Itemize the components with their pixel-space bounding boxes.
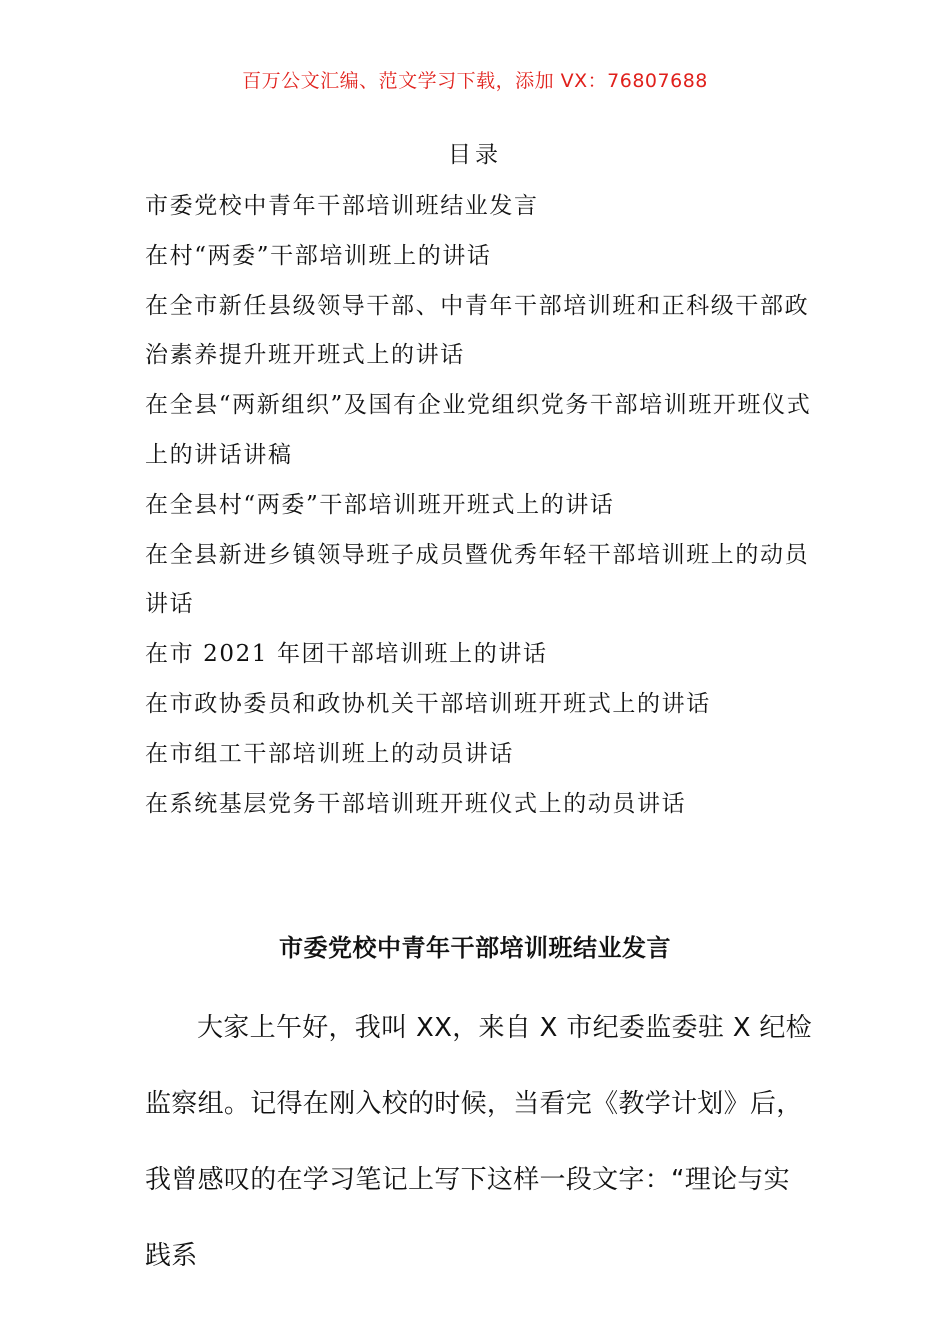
header-note: 百万公文汇编、范文学习下载，添加 VX：76807688 xyxy=(242,70,708,92)
toc-title: 目录 xyxy=(448,142,502,168)
toc-item[interactable]: 在全县村“两委”干部培训班开班式上的讲话 xyxy=(145,491,615,518)
toc-item[interactable]: 在全市新任县级领导干部、中青年干部培训班和正科级干部政治素养提升班开班式上的讲话 xyxy=(145,292,810,369)
toc-item[interactable]: 在村“两委”干部培训班上的讲话 xyxy=(145,242,492,269)
body-paragraph: 大家上午好，我叫 XX，来自 X 市纪委监委驻 X 纪检监察组。记得在刚入校的时候，当看完《教学计划》后，我曾感叹的在学习笔记上写下这样一段文字：“理论与实践系 xyxy=(145,1013,812,1271)
toc-item[interactable]: 在系统基层党务干部培训班开班仪式上的动员讲话 xyxy=(145,790,687,817)
toc-list xyxy=(145,182,813,829)
toc-item[interactable]: 市委党校中青年干部培训班结业发言 xyxy=(145,193,539,219)
section-title: 市委党校中青年干部培训班结业发言 xyxy=(279,934,671,962)
toc-item[interactable]: 在市政协委员和政协机关干部培训班开班式上的讲话 xyxy=(145,690,711,717)
toc-item[interactable]: 在市组工干部培训班上的动员讲话 xyxy=(145,740,514,767)
toc-item[interactable]: 在全县新进乡镇领导班子成员暨优秀年轻干部培训班上的动员讲话 xyxy=(145,541,810,618)
toc-item[interactable]: 在市 2021 年团干部培训班上的讲话 xyxy=(145,641,548,668)
toc-item[interactable]: 在全县“两新组织”及国有企业党组织党务干部培训班开班仪式上的讲话讲稿 xyxy=(145,392,812,468)
